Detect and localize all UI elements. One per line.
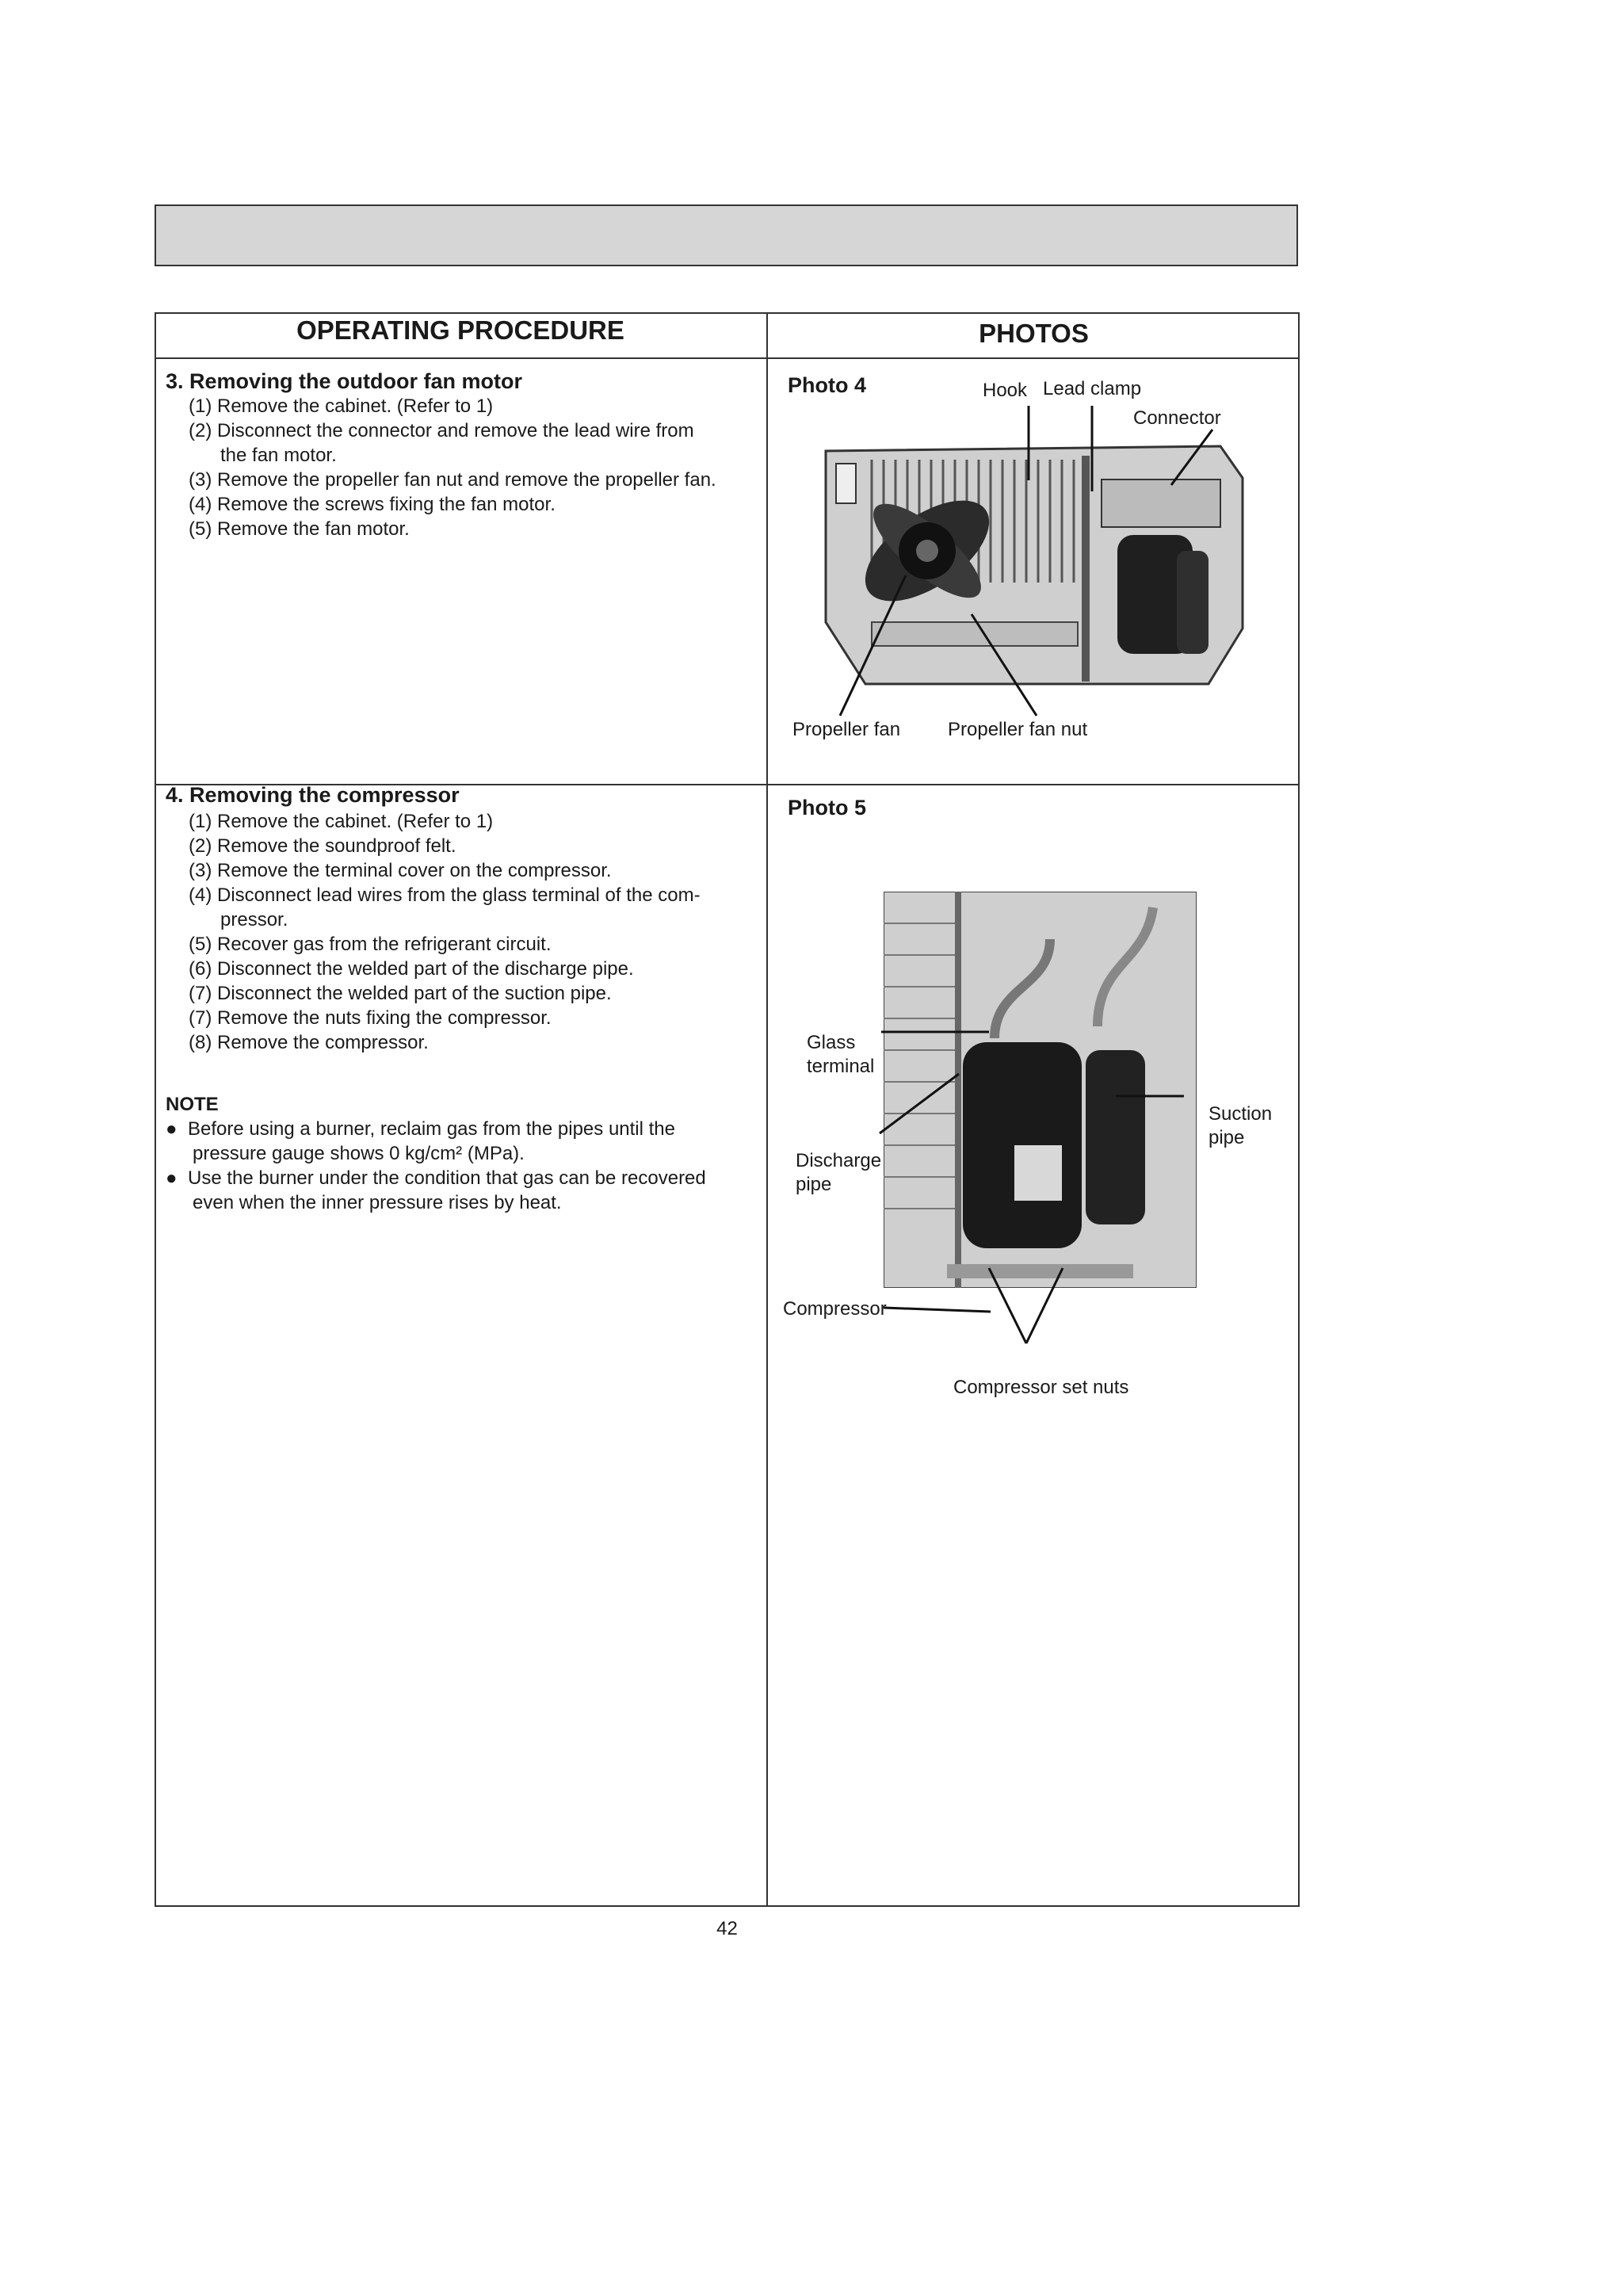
label-lead-clamp: Lead clamp [1043,378,1142,399]
photo-5-title: Photo 5 [788,796,866,819]
label-hook: Hook [983,380,1028,401]
note-text-continuation: even when the inner pressure rises by heat. [193,1192,562,1213]
label-compressor: Compressor [783,1298,887,1320]
step: (4) Disconnect lead wires from the glass terminal of the com- [189,884,701,906]
label-propeller-fan: Propeller fan [792,719,901,740]
step-continuation: pressor. [220,909,288,930]
label-compressor-set-nuts: Compressor set nuts [953,1377,1129,1398]
page-number: 42 [716,1918,738,1939]
step-continuation: the fan motor. [220,445,337,466]
step: (5) Remove the fan motor. [189,518,410,540]
section-3-title: 3. Removing the outdoor fan motor [166,369,522,393]
note-text: Before using a burner, reclaim gas from the pipes until the [188,1118,675,1140]
note-text-continuation: pressure gauge shows 0 kg/cm² (MPa). [193,1143,525,1164]
bullet: ● [166,1118,178,1140]
step: (4) Remove the screws fixing the fan motor. [189,494,556,515]
step: (3) Remove the terminal cover on the compressor. [189,860,612,881]
section-4-title: 4. Removing the compressor [166,783,460,807]
label-connector: Connector [1133,407,1221,429]
step: (1) Remove the cabinet. (Refer to 1) [189,395,494,417]
photo-4-title: Photo 4 [788,373,866,397]
step: (6) Disconnect the welded part of the discharge pipe. [189,958,634,980]
column-header-procedure: OPERATING PROCEDURE [296,315,624,345]
step: (1) Remove the cabinet. (Refer to 1) [189,811,494,832]
step: (2) Remove the soundproof felt. [189,835,456,857]
column-header-photos: PHOTOS [979,319,1089,348]
label-glass-terminal-2: terminal [807,1056,875,1077]
label-suction-pipe-2: pipe [1209,1127,1245,1148]
step: (5) Recover gas from the refrigerant circuit. [189,934,552,955]
label-suction-pipe-1: Suction [1209,1103,1273,1125]
label-glass-terminal-1: Glass [807,1032,856,1053]
step: (8) Remove the compressor. [189,1032,429,1053]
note-text: Use the burner under the condition that gas can be recovered [188,1167,706,1189]
note-title: NOTE [166,1094,219,1115]
step: (7) Remove the nuts fixing the compressor. [189,1007,552,1029]
bullet: ● [166,1167,178,1189]
label-propeller-fan-nut: Propeller fan nut [948,719,1088,740]
step: (7) Disconnect the welded part of the suction pipe. [189,983,612,1004]
label-discharge-pipe-2: pipe [796,1174,832,1195]
step: (2) Disconnect the connector and remove the lead wire from [189,420,694,441]
step: (3) Remove the propeller fan nut and remove the propeller fan. [189,469,716,491]
label-discharge-pipe-1: Discharge [796,1150,882,1171]
